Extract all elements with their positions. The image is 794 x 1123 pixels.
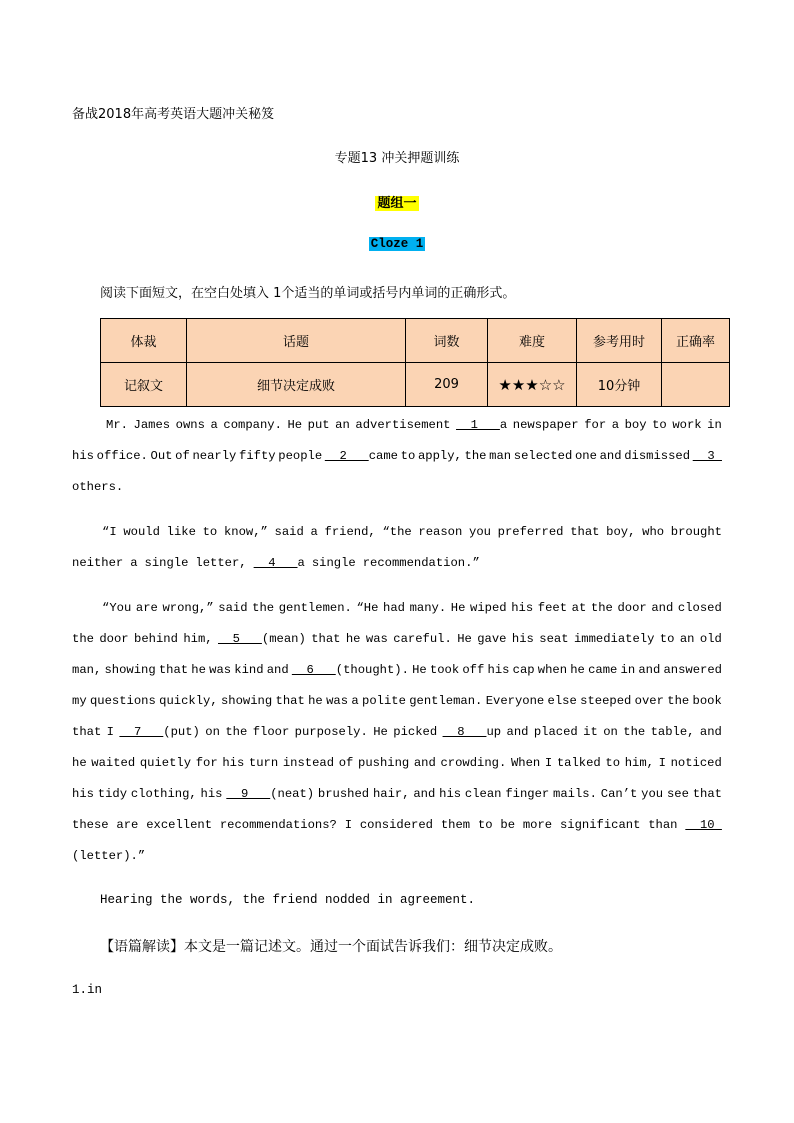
passage-word: brushed xyxy=(317,787,370,801)
passage-word: he xyxy=(72,756,87,770)
passage-word: Everyone xyxy=(485,694,545,708)
cloze-blank: 2 xyxy=(324,449,369,463)
passage-word: office. xyxy=(96,449,148,463)
passage-line xyxy=(72,748,722,779)
passage-word: clothing, xyxy=(130,787,197,801)
passage-line xyxy=(106,410,722,441)
passage-word: and xyxy=(413,787,436,801)
cloze-blank: 3 xyxy=(692,449,722,463)
passage-word: else xyxy=(547,694,577,708)
passage-word: purposely. xyxy=(294,725,368,739)
passage-word: he xyxy=(345,632,361,646)
cloze-blank: 5 xyxy=(218,632,262,646)
passage-word: was xyxy=(365,632,388,646)
passage-word: and xyxy=(638,663,661,677)
passage-word: When xyxy=(510,756,541,770)
header-cell-words: 词数 xyxy=(406,319,488,363)
passage-word: letter, xyxy=(195,556,247,570)
passage-word: He xyxy=(287,418,303,432)
passage-line xyxy=(72,548,722,579)
passage-word: showing xyxy=(220,694,273,708)
passage-word: book xyxy=(692,694,722,708)
passage-word: put xyxy=(307,418,330,432)
passage-word: the xyxy=(464,449,487,463)
passage-word: company. xyxy=(223,418,282,432)
passage-word: who xyxy=(642,525,665,539)
passage-word: than xyxy=(648,818,678,832)
passage-word: showing xyxy=(104,663,156,677)
passage-word: to xyxy=(652,418,667,432)
passage-word: recommendation.” xyxy=(362,556,480,570)
passage-word: I xyxy=(344,818,353,832)
passage-word: the xyxy=(252,601,275,615)
passage-word: fifty xyxy=(239,449,276,463)
passage-word: talked xyxy=(556,756,601,770)
passage-word: He xyxy=(450,601,466,615)
passage-word: gave xyxy=(477,632,507,646)
passage-word: table, xyxy=(650,725,695,739)
passage-word: over xyxy=(634,694,664,708)
passage-word: boy xyxy=(624,418,647,432)
passage-word: when xyxy=(537,663,568,677)
passage-line xyxy=(72,779,722,810)
passage-word: “He xyxy=(356,601,379,615)
passage-word: polite xyxy=(362,694,406,708)
cell-accuracy xyxy=(662,363,730,407)
group-title-wrap xyxy=(0,192,794,211)
passage-word: door xyxy=(617,601,647,615)
passage-word: gentlemen. xyxy=(278,601,352,615)
passage-word: considered xyxy=(359,818,433,832)
passage-word: his xyxy=(200,787,223,801)
cloze-blank-word xyxy=(693,441,722,472)
passage-word: and xyxy=(413,756,436,770)
passage-word: I xyxy=(544,756,553,770)
passage-word: gentleman. xyxy=(409,694,483,708)
passage-word: people xyxy=(278,449,323,463)
passage-word: He xyxy=(373,725,388,739)
passage-word: came xyxy=(588,663,618,677)
cloze-blank-word: 2 came xyxy=(324,449,398,463)
passage-word: that xyxy=(311,632,341,646)
passage-word: wrong,” xyxy=(162,601,214,615)
passage-word: apply, xyxy=(417,449,462,463)
passage-word: careful. xyxy=(393,632,452,646)
cloze-blank-word: 7 (put) xyxy=(119,725,200,739)
passage-word: Mr. xyxy=(106,418,128,432)
passage-word: tidy xyxy=(97,787,128,801)
passage-word: picked xyxy=(393,725,438,739)
passage-word: crowding. xyxy=(440,756,507,770)
passage-word: you xyxy=(641,787,664,801)
passage-word: he xyxy=(191,663,206,677)
passage-line xyxy=(72,472,722,503)
passage-word: to xyxy=(659,632,675,646)
passage-line xyxy=(72,441,722,472)
passage-word: door xyxy=(99,632,129,646)
passage-word: was xyxy=(209,663,232,677)
passage-word: to xyxy=(477,818,493,832)
passage-word: questions xyxy=(89,694,156,708)
passage-word: and xyxy=(506,725,529,739)
cell-words: 209 xyxy=(406,363,488,407)
passage-line xyxy=(72,655,722,686)
passage-word: for xyxy=(195,756,218,770)
passage-word: you xyxy=(469,525,491,539)
header-cell-topic: 话题 xyxy=(187,319,406,363)
passage-word: an xyxy=(679,632,695,646)
passage-line xyxy=(72,717,722,748)
passage-line xyxy=(72,810,722,841)
passage-word: reason xyxy=(418,525,463,539)
cloze-blank: 7 xyxy=(119,725,164,739)
passage-word: cap xyxy=(512,663,535,677)
passage-line xyxy=(72,686,722,717)
passage-word: He xyxy=(457,632,472,646)
passage-word: to xyxy=(202,525,218,539)
passage-word: feet xyxy=(537,601,568,615)
cloze-blank-word: 1 a xyxy=(456,418,508,432)
passage-word: preferred xyxy=(497,525,564,539)
passage-word: hair, xyxy=(372,787,410,801)
passage-word: single xyxy=(144,556,189,570)
passage-word: his xyxy=(72,787,94,801)
passage-word: him, xyxy=(183,632,213,646)
cell-genre: 记叙文 xyxy=(101,363,187,407)
cloze-blank: 9 xyxy=(226,787,271,801)
header-cell-accuracy: 正确率 xyxy=(662,319,730,363)
passage-word: a xyxy=(351,694,359,708)
cloze-blank: 6 xyxy=(291,663,336,677)
passage-word: in xyxy=(707,418,722,432)
passage-word: Out xyxy=(150,449,173,463)
passage-word: nearly xyxy=(192,449,237,463)
passage-word: that xyxy=(158,663,189,677)
passage-word: of xyxy=(338,756,354,770)
passage-word: kind xyxy=(234,663,264,677)
answer-1: 1.in xyxy=(72,983,103,997)
passage-word: instead xyxy=(282,756,335,770)
cloze-blank-word: 4 a xyxy=(253,556,305,570)
passage-word: immediately xyxy=(573,632,655,646)
passage-word: be xyxy=(500,818,516,832)
info-table-data-row xyxy=(101,363,730,407)
cloze-title: Cloze 1 xyxy=(370,237,424,251)
passage-word: man, xyxy=(72,663,102,677)
passage-word: and xyxy=(651,601,674,615)
cloze-blank-word: 6 (thought). xyxy=(291,663,409,677)
cloze-blank: 4 xyxy=(253,556,298,570)
passage-word: advertisement xyxy=(355,418,451,432)
passage-word: he xyxy=(570,663,585,677)
cloze-blank: 10 xyxy=(685,818,722,832)
passage-word: Can’t xyxy=(600,787,638,801)
passage-word: the xyxy=(590,601,613,615)
passage-word: a xyxy=(611,418,620,432)
passage-word: behind xyxy=(134,632,178,646)
cloze-blank: 8 xyxy=(442,725,487,739)
passage-word: dismissed xyxy=(624,449,691,463)
passage-word: “I xyxy=(102,525,117,539)
passage-word: newspaper xyxy=(512,418,579,432)
cloze-blank-word: 5 (mean) xyxy=(218,632,306,646)
passage-word: his xyxy=(439,787,462,801)
passage-word: his xyxy=(222,756,245,770)
passage-word: many. xyxy=(409,601,447,615)
passage-word: would xyxy=(123,525,160,539)
passage-word: significant xyxy=(559,818,641,832)
header-cell-genre: 体裁 xyxy=(101,319,187,363)
passage-word: selected xyxy=(513,449,573,463)
passage-word: him, xyxy=(624,756,654,770)
passage-word: know,” xyxy=(223,525,268,539)
passage-word: to xyxy=(400,449,416,463)
passage-word: that xyxy=(275,694,305,708)
passage-word: the xyxy=(623,725,646,739)
passage-word: James xyxy=(133,418,171,432)
cloze-blank-word: 9 (neat) xyxy=(226,787,315,801)
cloze-blank-word xyxy=(685,810,722,841)
passage-word: neither xyxy=(72,556,124,570)
cell-difficulty-stars: ★★★☆☆ xyxy=(488,363,577,407)
passage-word: an xyxy=(335,418,350,432)
passage-word: recommendations? xyxy=(219,818,337,832)
passage-word: his xyxy=(487,663,510,677)
passage-word: others. xyxy=(72,480,124,494)
passage-word: was xyxy=(326,694,349,708)
passage-word: and xyxy=(699,725,722,739)
passage-word: pushing xyxy=(358,756,410,770)
passage-word: turn xyxy=(248,756,279,770)
passage-word: work xyxy=(672,418,702,432)
passage-word: his xyxy=(511,601,534,615)
passage-word: are xyxy=(116,818,139,832)
passage-word: clean xyxy=(464,787,502,801)
passage-word: a xyxy=(210,418,218,432)
passage-word: answered xyxy=(663,663,722,677)
passage-word: that xyxy=(570,525,600,539)
header-cell-time: 参考用时 xyxy=(577,319,662,363)
passage-word: single xyxy=(311,556,356,570)
passage-word: placed xyxy=(533,725,578,739)
cell-topic: 细节决定成败 xyxy=(187,363,406,407)
passage-word: for xyxy=(584,418,607,432)
passage-word: that xyxy=(692,787,722,801)
passage-word: “You xyxy=(102,601,132,615)
info-table-header-row xyxy=(101,319,730,363)
passage-analysis: 【语篇解读】本文是一篇记述文。通过一个面试告诉我们：细节决定成败。 xyxy=(100,939,562,955)
passage-word: I xyxy=(658,756,666,770)
passage-word: wiped xyxy=(470,601,507,615)
passage-word: and xyxy=(266,663,289,677)
passage-word: are xyxy=(135,601,158,615)
passage-word: one xyxy=(574,449,597,463)
instruction: 阅读下面短文，在空白处填入 1个适当的单词或括号内单词的正确形式。 xyxy=(100,286,516,301)
passage-word: I xyxy=(106,725,114,739)
passage-word: his xyxy=(72,449,94,463)
passage-word: (letter).” xyxy=(72,849,146,863)
passage-word: took xyxy=(429,663,460,677)
passage-word: seat xyxy=(539,632,569,646)
passage-word: He xyxy=(412,663,427,677)
passage-word: quickly, xyxy=(159,694,218,708)
group-title: 题组一 xyxy=(377,196,417,211)
passage-word: boy, xyxy=(606,525,636,539)
passage-word: old xyxy=(699,632,722,646)
passage-word: brought xyxy=(670,525,722,539)
passage-word: floor xyxy=(252,725,290,739)
passage-word: more xyxy=(522,818,553,832)
passage-word: said xyxy=(218,601,248,615)
passage-word: on xyxy=(603,725,618,739)
passage-word: in xyxy=(620,663,636,677)
passage-word: like xyxy=(166,525,196,539)
passage-word: his xyxy=(511,632,534,646)
passage-word: the xyxy=(72,632,94,646)
passage-word: my xyxy=(72,694,87,708)
passage-word: “the xyxy=(382,525,412,539)
passage-line xyxy=(102,593,722,624)
passage-word: owns xyxy=(175,418,205,432)
passage-word: a xyxy=(310,525,318,539)
topic-title: 专题13 冲关押题训练 xyxy=(334,151,460,166)
passage-line xyxy=(72,624,722,655)
cloze-title-wrap xyxy=(0,237,794,251)
passage-word: noticed xyxy=(670,756,722,770)
passage-word: man xyxy=(489,449,512,463)
passage-word: he xyxy=(308,694,323,708)
info-table xyxy=(100,318,730,407)
passage-word: closed xyxy=(677,601,722,615)
passage-word: said xyxy=(274,525,304,539)
passage-word: excellent xyxy=(146,818,213,832)
passage-line xyxy=(102,517,722,548)
passage-word: the xyxy=(667,694,690,708)
passage-word: that xyxy=(72,725,102,739)
passage-word: mails. xyxy=(553,787,597,801)
passage-word: see xyxy=(666,787,689,801)
series-title: 备战2018年高考英语大题冲关秘笈 xyxy=(72,107,275,122)
passage-word: the xyxy=(225,725,248,739)
passage-word: it xyxy=(583,725,598,739)
passage-word: waited xyxy=(91,756,136,770)
passage-line xyxy=(72,841,722,872)
cell-time: 10分钟 xyxy=(577,363,662,407)
passage-word: at xyxy=(571,601,587,615)
passage-word: friend, xyxy=(324,525,376,539)
cloze-blank: 1 xyxy=(456,418,500,432)
passage-word: to xyxy=(605,756,621,770)
cloze-blank-word: 8 up xyxy=(442,725,502,739)
closing-paragraph: Hearing the words, the friend nodded in agreement. xyxy=(100,893,476,907)
passage-word: a xyxy=(130,556,138,570)
passage-word: these xyxy=(72,818,109,832)
passage-word: steeped xyxy=(580,694,632,708)
passage-word: of xyxy=(175,449,190,463)
passage-word: off xyxy=(462,663,485,677)
passage-word: had xyxy=(383,601,405,615)
passage-word: them xyxy=(440,818,471,832)
passage-word: and xyxy=(599,449,622,463)
passage-word: quietly xyxy=(139,756,192,770)
header-cell-difficulty: 难度 xyxy=(488,319,577,363)
passage-word: finger xyxy=(505,787,550,801)
passage-word: on xyxy=(205,725,220,739)
